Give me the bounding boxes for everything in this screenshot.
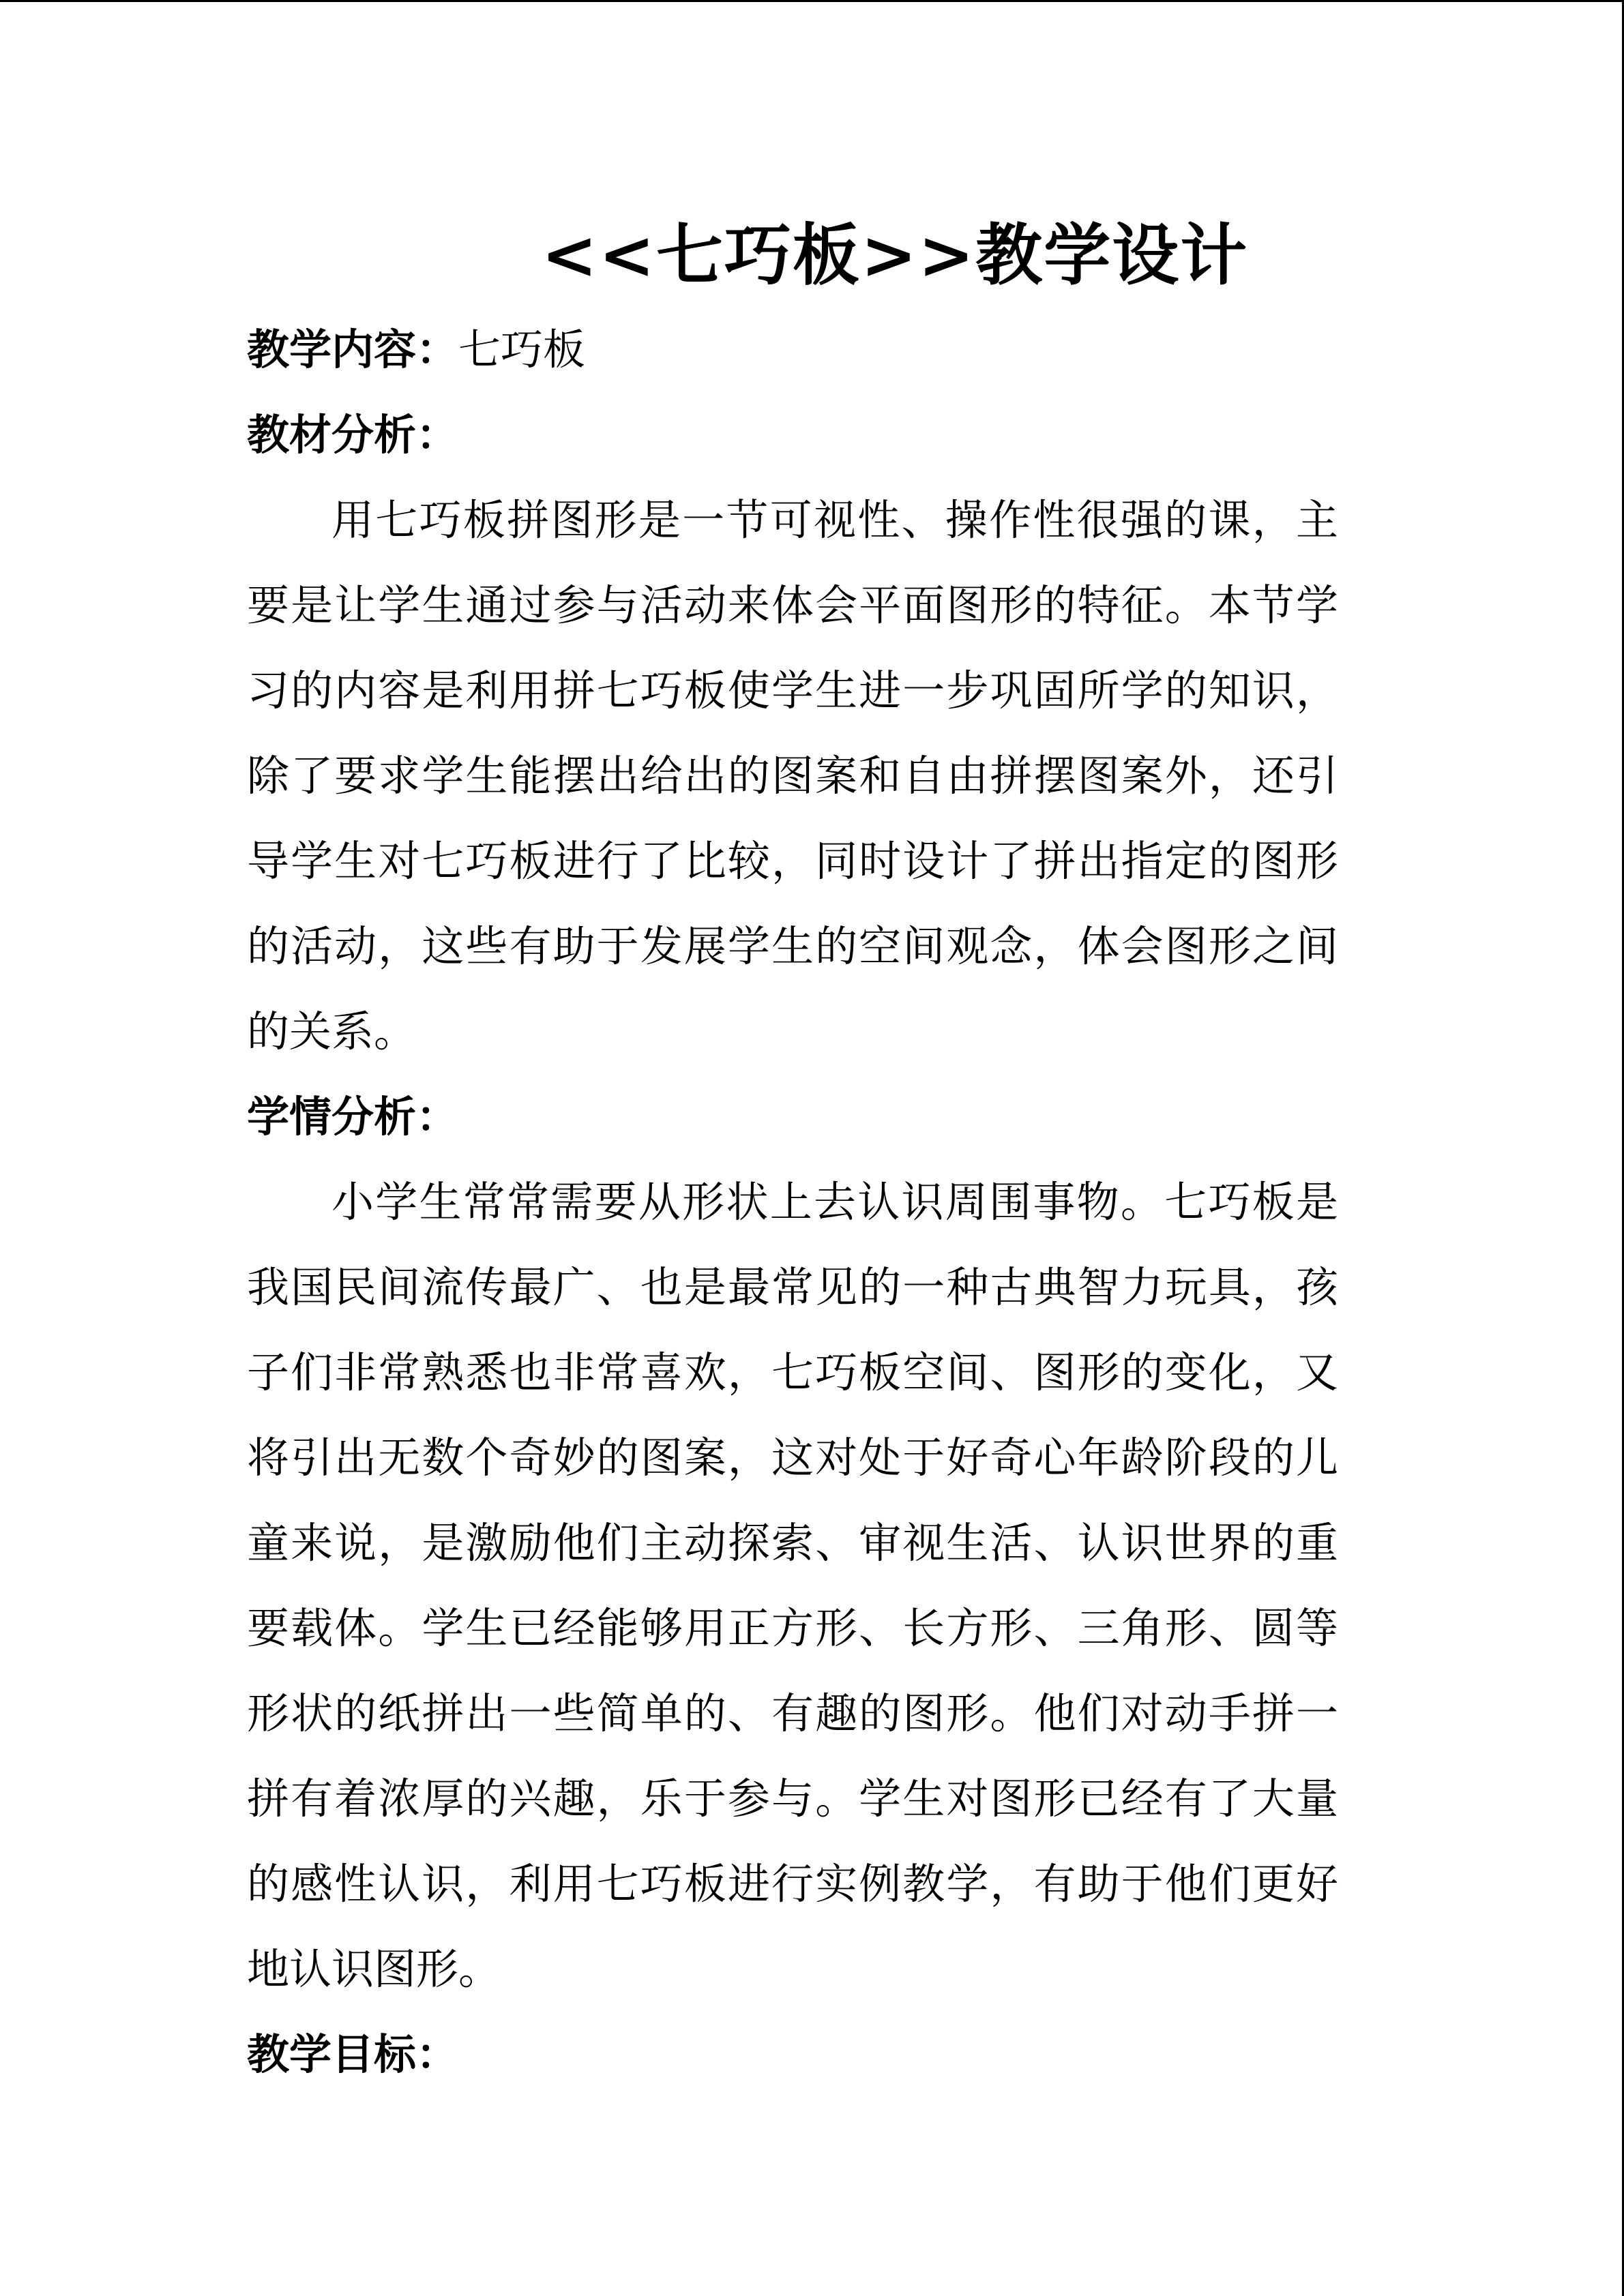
teaching-content-label: 教学内容： (247, 325, 459, 374)
document-title: <<七巧板>>教学设计 (541, 216, 1249, 295)
page-top-border (0, 0, 1624, 2)
textbook-analysis-heading: 教材分析： (247, 410, 459, 460)
teaching-content-value: 七巧板 (458, 325, 586, 374)
student-analysis-paragraph: 小学生常常需要从形状上去认识周围事物。七巧板是我国民间流传最广、也是最常见的一种古典智力玩具，孩子们非常熟悉也非常喜欢，七巧板空间、图形的变化，又将引出无数个奇妙的图案，这对处于好奇心年龄阶段的儿童来说，是激励他们主动探索、审视生活、认识世界的重要载体。学生已经能够用正方形、长方形、三角形、圆等形状的纸拼出一些简单的、有趣的图形。他们对动手拼一拼有着浓厚的兴趣，乐于参与。学生对图形已经有了大量的感性认识，利用七巧板进行实例教学，有助于他们更好地认识图形。 (247, 1177, 1338, 1994)
teaching-goals-heading: 教学目标： (247, 2029, 459, 2079)
teaching-content-line (247, 307, 1338, 392)
student-analysis-heading: 学情分析： (247, 1092, 459, 1142)
document-page (247, 205, 1338, 2097)
textbook-analysis-paragraph: 用七巧板拼图形是一节可视性、操作性很强的课，主要是让学生通过参与活动来体会平面图形的特征。本节学习的内容是利用拼七巧板使学生进一步巩固所学的知识，除了要求学生能摆出给出的图案和自由拼摆图案外，还引导学生对七巧板进行了比较，同时设计了拼出指定的图形的活动，这些有助于发展学生的空间观念，体会图形之间的关系。 (247, 495, 1338, 1056)
